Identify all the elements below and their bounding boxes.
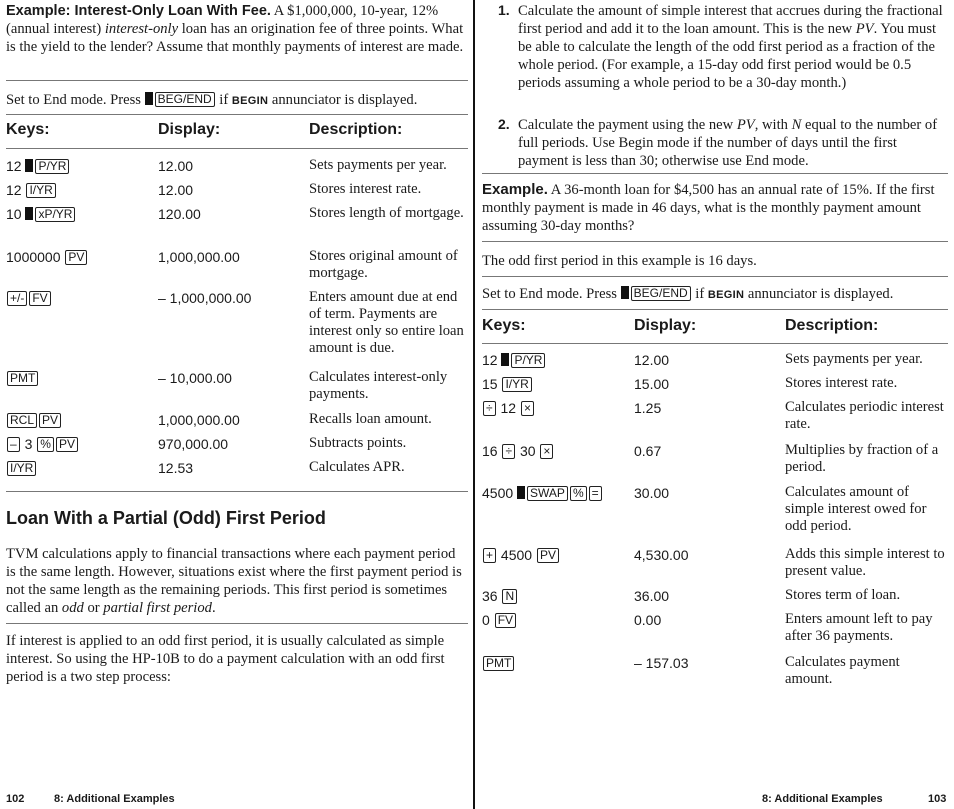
example-1-paragraph — [6, 2, 468, 56]
keys-text: 36 — [482, 588, 502, 604]
calculator-key: RCL — [7, 413, 37, 428]
calculator-key: PMT — [7, 371, 38, 386]
description-header: Description: — [309, 121, 403, 138]
example-2-paragraph — [482, 181, 948, 235]
keys-cell — [6, 205, 76, 223]
calculator-key: P/YR — [511, 353, 545, 368]
keys-cell — [6, 369, 39, 387]
rule — [6, 80, 468, 81]
calculator-key: – — [7, 437, 20, 452]
example-2-title: Example. — [482, 181, 548, 198]
description-cell: Adds this simple interest to present value. — [785, 546, 945, 579]
display-cell: 36.00 — [634, 588, 670, 604]
shift-key-icon — [501, 353, 509, 366]
description-cell: Stores interest rate. — [309, 181, 422, 197]
description-cell: Stores interest rate. — [785, 375, 898, 391]
calculator-key: SWAP — [527, 486, 568, 501]
description-cell: Stores term of loan. — [785, 587, 901, 603]
calculator-key: P/YR — [35, 159, 69, 174]
para1-italic-partial: partial first period — [103, 600, 212, 616]
shift-key-icon — [517, 486, 525, 499]
mode-text-mid: if — [691, 286, 708, 302]
calculator-key: I/YR — [502, 377, 531, 392]
rule — [6, 623, 468, 624]
calculator-key: ÷ — [502, 444, 515, 459]
keys-text: 10 — [6, 206, 26, 222]
keys-cell — [6, 411, 62, 429]
display-cell: 12.00 — [158, 182, 194, 198]
keys-text: 12 — [496, 400, 520, 416]
keys-cell — [482, 654, 515, 672]
description-cell: Calculates payment amount. — [785, 654, 900, 687]
shift-key-icon — [145, 92, 153, 105]
description-header: Description: — [785, 317, 879, 334]
step-2-a: Calculate the payment using the new — [518, 117, 737, 133]
display-cell: 1,000,000.00 — [158, 249, 240, 265]
display-cell: 1.25 — [634, 400, 662, 416]
example-1-text-b: loan has an origination fee of three points. What is the yield to the lender? Assume that monthly payments of interest are made. — [6, 21, 464, 55]
calculator-key: + — [483, 548, 496, 563]
description-cell: Stores original amount of mortgage. — [309, 248, 458, 281]
keys-text: 3 — [20, 436, 37, 452]
display-cell: 12.53 — [158, 460, 194, 476]
calculator-key: I/YR — [26, 183, 55, 198]
description-cell: Multiplies by fraction of a period. — [785, 442, 939, 475]
example-2-text: A 36-month loan for $4,500 has an annual rate of 15%. If the first monthly payment is made in 46 days, what is the monthly payment amount assuming 30-day months? — [482, 182, 935, 234]
shift-key-icon — [621, 286, 629, 299]
keys-text: 4500 — [497, 547, 536, 563]
rule — [6, 148, 468, 149]
description-cell: Enters amount due at end of term. Payments are interest only so entire loan amount is due. — [309, 289, 464, 356]
display-cell: 30.00 — [634, 485, 670, 501]
keys-text: 12 — [6, 182, 26, 198]
keys-header: Keys: — [6, 121, 50, 138]
display-cell: 0.67 — [634, 443, 662, 459]
keys-cell — [482, 546, 560, 564]
calculator-key: FV — [495, 613, 516, 628]
display-cell: 12.00 — [158, 158, 194, 174]
description-cell: Sets payments per year. — [309, 157, 447, 173]
keys-cell — [482, 442, 554, 460]
step-2-pv: PV — [736, 117, 755, 133]
display-cell: 970,000.00 — [158, 436, 229, 452]
calculator-key: PV — [65, 250, 87, 265]
description-cell: Stores length of mortgage. — [309, 205, 464, 221]
calculator-key: PV — [39, 413, 61, 428]
display-cell: 0.00 — [634, 612, 662, 628]
display-header: Display: — [158, 121, 221, 138]
keys-cell — [482, 375, 533, 393]
para1-end: . — [211, 600, 216, 616]
keys-cell — [482, 587, 518, 605]
keys-cell — [482, 484, 603, 502]
description-cell: Calculates APR. — [309, 459, 405, 475]
step-2-b: , with — [754, 117, 792, 133]
keys-text: 0 — [482, 612, 494, 628]
begin-annunciator: BEGIN — [707, 289, 745, 301]
mode-instruction — [482, 285, 948, 304]
keys-cell — [6, 181, 57, 199]
calculator-key: % — [570, 486, 587, 501]
step-number: 1. — [498, 2, 510, 18]
description-cell: Calculates interest-only payments. — [309, 369, 448, 402]
calculator-key: FV — [29, 291, 50, 306]
page-gutter-divider — [473, 0, 475, 809]
keys-cell — [6, 248, 88, 266]
display-cell: – 10,000.00 — [158, 370, 232, 386]
mode-text-pre: Set to End mode. Press — [482, 286, 621, 302]
keys-text: 4500 — [482, 485, 518, 501]
section-heading: Loan With a Partial (Odd) First Period — [6, 508, 326, 528]
mode-text-mid: if — [215, 92, 232, 108]
display-cell: – 157.03 — [634, 655, 689, 671]
footer-chapter: 8: Additional Examples — [762, 793, 883, 805]
step-2-text — [518, 116, 948, 170]
step-2-c: equal to the number of full periods. Use Begin mode if the number of days until the first payment is less than 30; otherwise use End mode. — [518, 117, 938, 169]
footer-page-number: 103 — [928, 793, 947, 805]
mode-instruction — [6, 91, 468, 110]
shift-key-icon — [25, 207, 33, 220]
calculator-key: PV — [56, 437, 78, 452]
keys-text: 1000000 — [6, 249, 65, 265]
calculator-key: × — [540, 444, 553, 459]
mode-text-post: annunciator is displayed. — [268, 92, 418, 108]
calculator-key: ÷ — [483, 401, 496, 416]
example-1-italic-term: interest-only — [104, 21, 179, 37]
beg-end-key: BEG/END — [631, 286, 691, 301]
para1-italic-odd: odd — [61, 600, 84, 616]
keys-cell — [482, 611, 517, 629]
step-1-b: . You must be able to calculate the length of the odd first period as a fraction of the whole period. (For example, a 15-day odd first period would be 0.5 periods assuming a whole period to be a 30-day month.) — [518, 21, 937, 91]
keys-text: 12 — [482, 352, 502, 368]
description-cell: Enters amount left to pay after 36 payments. — [785, 611, 933, 644]
rule — [6, 491, 468, 492]
display-cell: 120.00 — [158, 206, 201, 222]
description-cell: Subtracts points. — [309, 435, 407, 451]
keys-cell — [6, 435, 79, 453]
odd-period-line: The odd first period in this example is 16 days. — [482, 253, 757, 269]
display-cell: – 1,000,000.00 — [158, 290, 252, 306]
step-1-text — [518, 2, 948, 92]
step-number: 2. — [498, 116, 510, 132]
rule — [482, 173, 948, 174]
display-cell: 4,530.00 — [634, 547, 689, 563]
keys-text: 15 — [482, 376, 502, 392]
section-paragraph-2: If interest is applied to an odd first period, it is usually calculated as simple interest. So using the HP-10B to do a payment calculation with an odd first period is a two step process: — [6, 633, 445, 685]
keys-text: 30 — [516, 443, 540, 459]
calculator-key: +/- — [7, 291, 27, 306]
rule — [6, 114, 468, 115]
step-1-a: Calculate the amount of simple interest that accrues during the fractional first period and add it to the loan amount. This is the new — [518, 3, 943, 37]
display-cell: 15.00 — [634, 376, 670, 392]
description-cell: Sets payments per year. — [785, 351, 923, 367]
calculator-key: PMT — [483, 656, 514, 671]
display-cell: 12.00 — [634, 352, 670, 368]
calculator-key: xP/YR — [35, 207, 75, 222]
shift-key-icon — [25, 159, 33, 172]
mode-text-post: annunciator is displayed. — [744, 286, 894, 302]
description-cell: Calculates amount of simple interest owed for odd period. — [785, 484, 927, 534]
calculator-key: % — [37, 437, 54, 452]
mode-text-pre: Set to End mode. Press — [6, 92, 145, 108]
calculator-key: PV — [537, 548, 559, 563]
keys-cell — [482, 399, 535, 417]
calculator-key: I/YR — [7, 461, 36, 476]
example-1-title: Example: Interest-Only Loan With Fee. — [6, 3, 271, 19]
description-cell: Recalls loan amount. — [309, 411, 432, 427]
para1-text: TVM calculations apply to financial transactions where each payment period is the same length. However, situations exist where the first payment period is not the same length as the remaining periods. This first period is sometimes called an — [6, 546, 462, 616]
display-header: Display: — [634, 317, 697, 334]
keys-cell — [482, 351, 546, 369]
step-1-pv: PV — [855, 21, 874, 37]
keys-cell — [6, 289, 52, 307]
step-2-n: N — [791, 117, 802, 133]
footer-chapter: 8: Additional Examples — [54, 793, 175, 805]
display-cell: 1,000,000.00 — [158, 412, 240, 428]
calculator-key: N — [502, 589, 517, 604]
rule — [482, 241, 948, 242]
footer-page-number: 102 — [6, 793, 25, 805]
section-paragraph-1 — [6, 545, 468, 617]
calculator-key: × — [521, 401, 534, 416]
rule — [482, 276, 948, 277]
keys-header: Keys: — [482, 317, 526, 334]
example-1-text-a: A $1,000,000, 10-year, 12% (annual interest) — [6, 3, 439, 37]
keys-cell — [6, 157, 70, 175]
keys-text: 16 — [482, 443, 502, 459]
keys-text: 12 — [6, 158, 26, 174]
rule — [482, 343, 948, 344]
description-cell: Calculates periodic interest rate. — [785, 399, 944, 432]
rule — [482, 309, 948, 310]
beg-end-key: BEG/END — [155, 92, 215, 107]
para1-or: or — [83, 600, 104, 616]
begin-annunciator: BEGIN — [231, 95, 269, 107]
keys-cell — [6, 459, 37, 477]
calculator-key: = — [589, 486, 602, 501]
